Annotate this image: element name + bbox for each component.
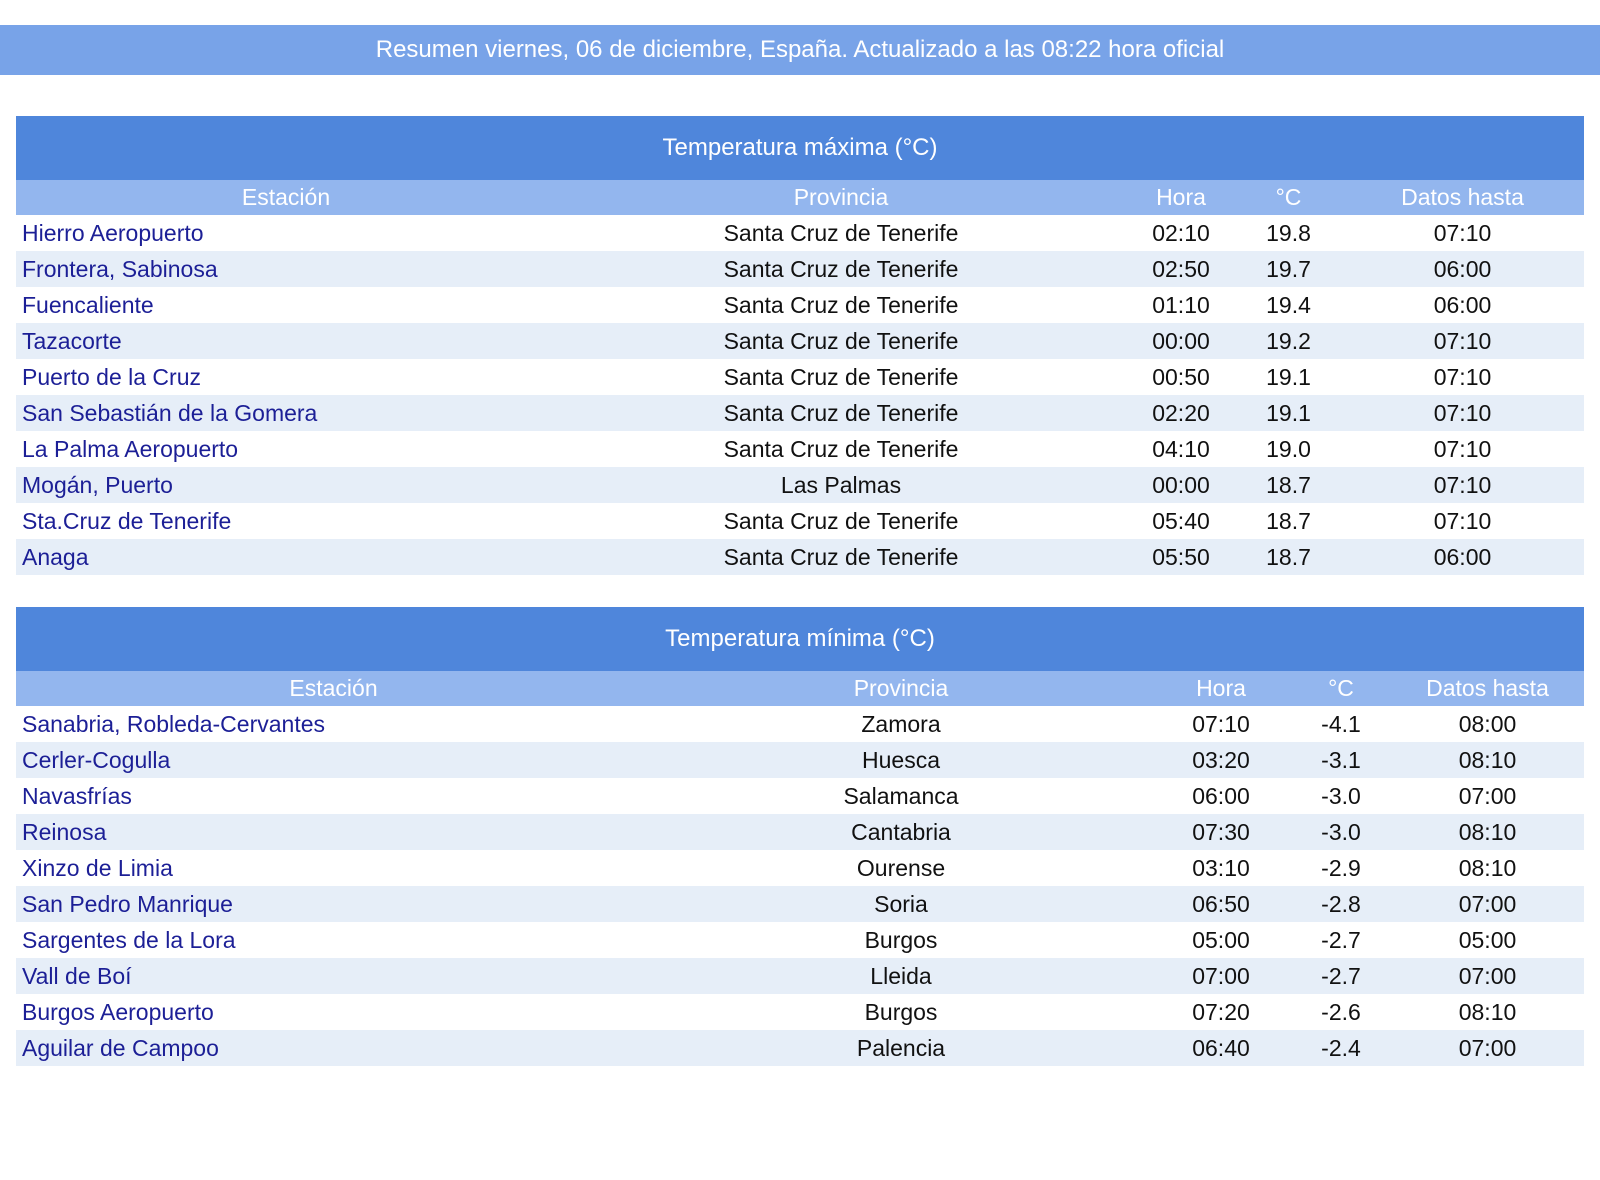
station-link[interactable]: San Pedro Manrique — [22, 890, 233, 917]
station-link[interactable]: Cerler-Cogulla — [22, 746, 171, 773]
station-link[interactable]: La Palma Aeropuerto — [22, 435, 239, 462]
province-cell: Zamora — [651, 706, 1151, 742]
station-cell — [16, 503, 556, 539]
data-until-cell: 06:00 — [1341, 539, 1584, 575]
station-link[interactable]: Burgos Aeropuerto — [22, 998, 214, 1025]
time-cell: 02:10 — [1126, 215, 1236, 251]
data-until-cell: 08:10 — [1391, 994, 1584, 1030]
province-cell: Santa Cruz de Tenerife — [556, 251, 1126, 287]
province-cell: Santa Cruz de Tenerife — [556, 287, 1126, 323]
table-row — [16, 706, 1584, 742]
column-header-station: Estación — [16, 180, 556, 215]
station-cell — [16, 850, 651, 886]
table-row — [16, 539, 1584, 575]
column-header-temperature: °C — [1291, 671, 1391, 706]
station-link[interactable]: Hierro Aeropuerto — [22, 219, 204, 246]
summary-banner: Resumen viernes, 06 de diciembre, España. Actualizado a las 08:22 hora oficial — [0, 25, 1600, 75]
station-cell — [16, 323, 556, 359]
temperature-cell: -2.4 — [1291, 1030, 1391, 1066]
time-cell: 03:10 — [1151, 850, 1291, 886]
data-until-cell: 07:10 — [1341, 215, 1584, 251]
station-cell — [16, 886, 651, 922]
time-cell: 05:00 — [1151, 922, 1291, 958]
time-cell: 05:50 — [1126, 539, 1236, 575]
province-cell: Cantabria — [651, 814, 1151, 850]
station-link[interactable]: Anaga — [22, 543, 89, 570]
data-until-cell: 07:10 — [1341, 323, 1584, 359]
data-until-cell: 07:10 — [1341, 503, 1584, 539]
data-until-cell: 07:10 — [1341, 467, 1584, 503]
temperature-cell: 19.1 — [1236, 359, 1341, 395]
max-temperature-title: Temperatura máxima (°C) — [16, 116, 1584, 180]
time-cell: 00:00 — [1126, 323, 1236, 359]
temperature-cell: 19.8 — [1236, 215, 1341, 251]
station-link[interactable]: San Sebastián de la Gomera — [22, 399, 318, 426]
table-row — [16, 251, 1584, 287]
temperature-cell: -2.7 — [1291, 958, 1391, 994]
time-cell: 02:50 — [1126, 251, 1236, 287]
station-link[interactable]: Fuencaliente — [22, 291, 154, 318]
time-cell: 07:20 — [1151, 994, 1291, 1030]
province-cell: Santa Cruz de Tenerife — [556, 359, 1126, 395]
province-cell: Santa Cruz de Tenerife — [556, 431, 1126, 467]
station-link[interactable]: Reinosa — [22, 818, 107, 845]
province-cell: Santa Cruz de Tenerife — [556, 395, 1126, 431]
province-cell: Palencia — [651, 1030, 1151, 1066]
station-cell — [16, 287, 556, 323]
province-cell: Santa Cruz de Tenerife — [556, 215, 1126, 251]
station-cell — [16, 742, 651, 778]
min-table-body — [16, 706, 1584, 1066]
table-row — [16, 742, 1584, 778]
data-until-cell: 06:00 — [1341, 251, 1584, 287]
time-cell: 00:00 — [1126, 467, 1236, 503]
time-cell: 06:50 — [1151, 886, 1291, 922]
data-until-cell: 05:00 — [1391, 922, 1584, 958]
table-row — [16, 814, 1584, 850]
province-cell: Huesca — [651, 742, 1151, 778]
min-temperature-title: Temperatura mínima (°C) — [16, 607, 1584, 671]
temperature-cell: 19.7 — [1236, 251, 1341, 287]
temperature-cell: -4.1 — [1291, 706, 1391, 742]
province-cell: Burgos — [651, 994, 1151, 1030]
station-cell — [16, 1030, 651, 1066]
time-cell: 01:10 — [1126, 287, 1236, 323]
station-link[interactable]: Navasfrías — [22, 782, 132, 809]
temperature-cell: 19.2 — [1236, 323, 1341, 359]
temperature-cell: 18.7 — [1236, 503, 1341, 539]
station-link[interactable]: Sanabria, Robleda-Cervantes — [22, 710, 326, 737]
column-header-province: Provincia — [556, 180, 1126, 215]
station-link[interactable]: Xinzo de Limia — [22, 854, 173, 881]
station-cell — [16, 706, 651, 742]
temperature-cell: -3.0 — [1291, 778, 1391, 814]
province-cell: Ourense — [651, 850, 1151, 886]
column-header-data-until: Datos hasta — [1391, 671, 1584, 706]
max-temperature-table — [16, 180, 1584, 575]
station-cell — [16, 431, 556, 467]
column-header-time: Hora — [1126, 180, 1236, 215]
column-header-station: Estación — [16, 671, 651, 706]
data-until-cell: 07:00 — [1391, 778, 1584, 814]
column-header-data-until: Datos hasta — [1341, 180, 1584, 215]
time-cell: 06:40 — [1151, 1030, 1291, 1066]
table-row — [16, 467, 1584, 503]
station-cell — [16, 215, 556, 251]
temperature-cell: 18.7 — [1236, 539, 1341, 575]
data-until-cell: 08:10 — [1391, 742, 1584, 778]
column-header-temperature: °C — [1236, 180, 1341, 215]
province-cell: Santa Cruz de Tenerife — [556, 323, 1126, 359]
max-table-body — [16, 215, 1584, 575]
station-cell — [16, 395, 556, 431]
time-cell: 03:20 — [1151, 742, 1291, 778]
province-cell: Lleida — [651, 958, 1151, 994]
temperature-cell: -2.9 — [1291, 850, 1391, 886]
time-cell: 05:40 — [1126, 503, 1236, 539]
province-cell: Santa Cruz de Tenerife — [556, 503, 1126, 539]
table-row — [16, 395, 1584, 431]
table-row — [16, 287, 1584, 323]
data-until-cell: 07:10 — [1341, 431, 1584, 467]
station-cell — [16, 539, 556, 575]
table-row — [16, 850, 1584, 886]
table-row — [16, 431, 1584, 467]
table-row — [16, 1030, 1584, 1066]
time-cell: 07:30 — [1151, 814, 1291, 850]
data-until-cell: 07:10 — [1341, 359, 1584, 395]
data-until-cell: 07:00 — [1391, 1030, 1584, 1066]
station-link[interactable]: Aguilar de Campoo — [22, 1034, 219, 1061]
province-cell: Burgos — [651, 922, 1151, 958]
time-cell: 07:00 — [1151, 958, 1291, 994]
station-link[interactable]: Sargentes de la Lora — [22, 926, 236, 953]
temperature-cell: -2.7 — [1291, 922, 1391, 958]
time-cell: 04:10 — [1126, 431, 1236, 467]
min-temperature-table — [16, 671, 1584, 1066]
table-row — [16, 886, 1584, 922]
station-link[interactable]: Mogán, Puerto — [22, 471, 173, 498]
time-cell: 00:50 — [1126, 359, 1236, 395]
table-row — [16, 323, 1584, 359]
table-row — [16, 778, 1584, 814]
data-until-cell: 08:00 — [1391, 706, 1584, 742]
temperature-cell: -3.1 — [1291, 742, 1391, 778]
temperature-cell: 19.1 — [1236, 395, 1341, 431]
temperature-cell: -3.0 — [1291, 814, 1391, 850]
station-cell — [16, 778, 651, 814]
table-row — [16, 958, 1584, 994]
station-link[interactable]: Vall de Boí — [22, 962, 132, 989]
max-table-header-row — [16, 180, 1584, 215]
temperature-cell: -2.6 — [1291, 994, 1391, 1030]
time-cell: 02:20 — [1126, 395, 1236, 431]
station-cell — [16, 467, 556, 503]
station-cell — [16, 922, 651, 958]
data-until-cell: 06:00 — [1341, 287, 1584, 323]
province-cell: Soria — [651, 886, 1151, 922]
data-until-cell: 08:10 — [1391, 850, 1584, 886]
column-header-province: Provincia — [651, 671, 1151, 706]
time-cell: 06:00 — [1151, 778, 1291, 814]
min-temperature-panel — [16, 607, 1584, 1066]
temperature-cell: 18.7 — [1236, 467, 1341, 503]
station-link[interactable]: Puerto de la Cruz — [22, 363, 201, 390]
station-cell — [16, 958, 651, 994]
station-cell — [16, 251, 556, 287]
station-cell — [16, 994, 651, 1030]
province-cell: Salamanca — [651, 778, 1151, 814]
station-link[interactable]: Frontera, Sabinosa — [22, 255, 218, 282]
max-temperature-panel — [16, 116, 1584, 575]
temperature-cell: 19.0 — [1236, 431, 1341, 467]
province-cell: Santa Cruz de Tenerife — [556, 539, 1126, 575]
time-cell: 07:10 — [1151, 706, 1291, 742]
temperature-cell: 19.4 — [1236, 287, 1341, 323]
temperature-cell: -2.8 — [1291, 886, 1391, 922]
province-cell: Las Palmas — [556, 467, 1126, 503]
min-table-header-row — [16, 671, 1584, 706]
data-until-cell: 07:00 — [1391, 958, 1584, 994]
station-cell — [16, 359, 556, 395]
table-row — [16, 503, 1584, 539]
station-cell — [16, 814, 651, 850]
data-until-cell: 07:10 — [1341, 395, 1584, 431]
table-row — [16, 994, 1584, 1030]
data-until-cell: 08:10 — [1391, 814, 1584, 850]
table-row — [16, 922, 1584, 958]
table-row — [16, 359, 1584, 395]
table-row — [16, 215, 1584, 251]
station-link[interactable]: Sta.Cruz de Tenerife — [22, 507, 232, 534]
station-link[interactable]: Tazacorte — [22, 327, 122, 354]
data-until-cell: 07:00 — [1391, 886, 1584, 922]
column-header-time: Hora — [1151, 671, 1291, 706]
